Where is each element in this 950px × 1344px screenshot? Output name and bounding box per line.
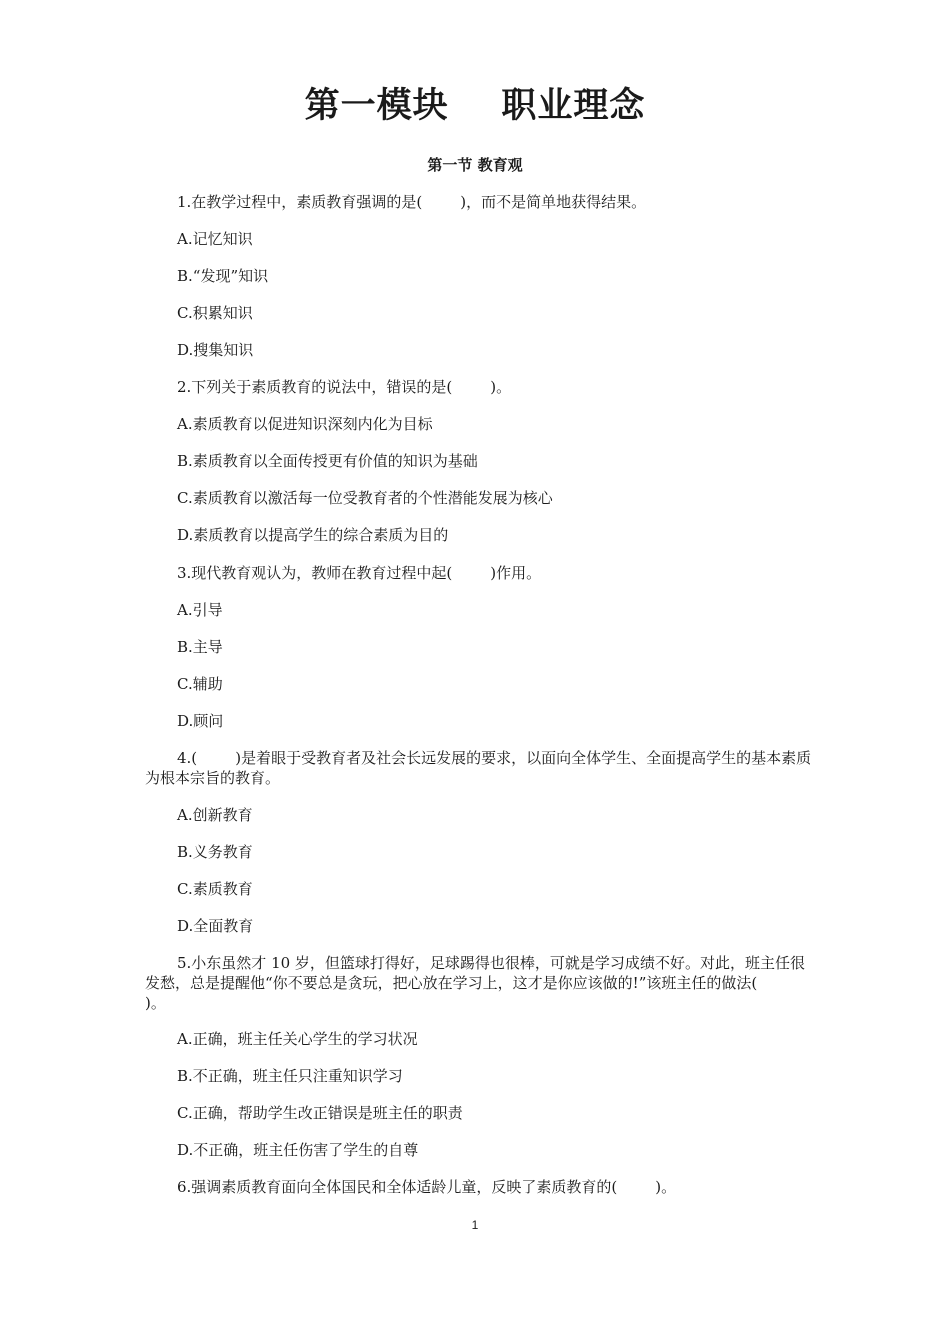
question-1-option-a: A.记忆知识 <box>177 230 253 248</box>
question-1-option-d: D.搜集知识 <box>177 341 254 359</box>
question-4-option-c: C.素质教育 <box>177 880 253 898</box>
question-2-option-b: B.素质教育以全面传授更有价值的知识为基础 <box>177 452 478 470</box>
question-1-option-c: C.积累知识 <box>177 304 253 322</box>
module-title: 第一模块 职业理念 <box>304 85 646 126</box>
question-5-option-c: C.正确，帮助学生改正错误是班主任的职责 <box>177 1104 463 1122</box>
question-4-stem: 4.( )是着眼于受教育者及社会长远发展的要求，以面向全体学生、全面提高学生的基本素质为根本宗旨的教育。 <box>145 749 812 787</box>
question-4-option-d: D.全面教育 <box>177 917 254 935</box>
question-5-option-d: D.不正确，班主任伤害了学生的自尊 <box>177 1141 419 1159</box>
question-2-option-d: D.素质教育以提高学生的综合素质为目的 <box>177 526 449 544</box>
question-3-option-c: C.辅助 <box>177 675 223 693</box>
question-4-option-a: A.创新教育 <box>177 806 253 824</box>
question-2-stem: 2.下列关于素质教育的说法中，错误的是( )。 <box>177 378 512 396</box>
question-1-stem: 1.在教学过程中，素质教育强调的是( )，而不是简单地获得结果。 <box>177 193 647 211</box>
question-2-option-c: C.素质教育以激活每一位受教育者的个性潜能发展为核心 <box>177 489 553 507</box>
question-5-option-a: A.正确，班主任关心学生的学习状况 <box>177 1030 418 1048</box>
question-4-option-b: B.义务教育 <box>177 843 253 861</box>
question-3-option-b: B.主导 <box>177 638 223 656</box>
question-3-stem: 3.现代教育观认为，教师在教育过程中起( )作用。 <box>177 564 542 582</box>
question-2-option-a: A.素质教育以促进知识深刻内化为目标 <box>177 415 433 433</box>
question-1-option-b: B.“发现”知识 <box>177 267 269 285</box>
question-5-option-b: B.不正确，班主任只注重知识学习 <box>177 1067 403 1085</box>
question-3-option-d: D.顾问 <box>177 712 224 730</box>
question-5-stem: 5.小东虽然才 10 岁，但篮球打得好，足球踢得也很棒，可就是学习成绩不好。对此，班主任很发愁，总是提醒他“你不要总是贪玩，把心放在学习上，这才是你应该做的!”该班主任的做法( )。 <box>145 954 805 1012</box>
section-heading: 第一节 教育观 <box>427 156 523 174</box>
question-6-stem: 6.强调素质教育面向全体国民和全体适龄儿童，反映了素质教育的( )。 <box>177 1178 677 1196</box>
question-3-option-a: A.引导 <box>177 601 223 619</box>
page-number: 1 <box>471 1218 479 1232</box>
